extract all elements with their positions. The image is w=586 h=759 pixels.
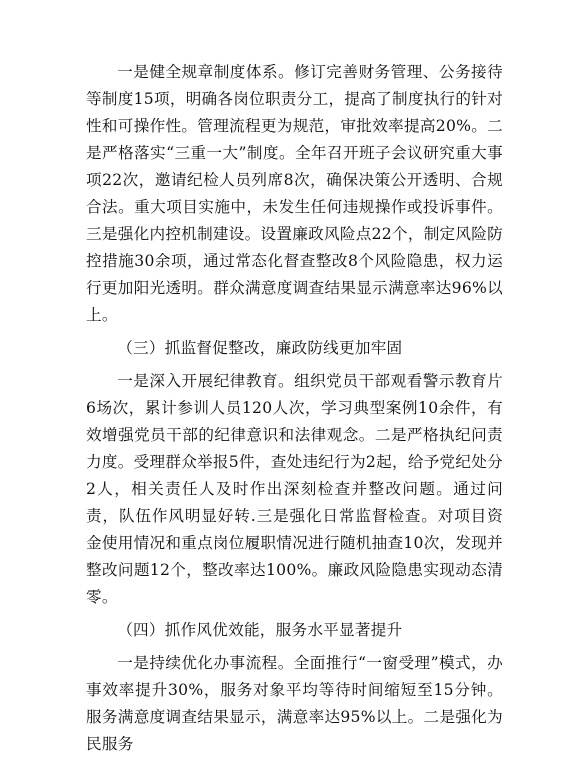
body-paragraph: 一是深入开展纪律教育。组织党员干部观看警示教育片6场次，累计参训人员120人次，学习典型案例10余件，有效增强党员干部的纪律意识和法律观念。二是严格执纪问责力度。受理群众举报5件，查处违纪行为2起，给予党纪处分2人，相关责任人及时作出深刻检查并整改问题。通过问责，队伍作风明显好转.三是强化日常监督检查。对项目资金使用情况和重点岗位履职情况进行随机抽查10次，发现并整改问题12个，整改率达100%。廉政风险隐患实现动态清零。 [86, 372, 503, 606]
body-paragraph: 一是健全规章制度体系。修订完善财务管理、公务接待等制度15项，明确各岗位职责分工，提高了制度执行的针对性和可操作性。管理流程更为规范，审批效率提高20%。二是严格落实“三重一大”制度。全年召开班子会议研究重大事项22次，邀请纪检人员列席8次，确保决策公开透明、合规合法。重大项目实施中，未发生任何违规操作或投诉事件。三是强化内控机制建设。设置廉政风险点22个，制定风险防控措施30余项，通过常态化督查整改8个风险隐患，权力运行更加阳光透明。群众满意度调查结果显示满意率达96%以上。 [86, 63, 503, 324]
section-heading: （三）抓监督促整改，廉政防线更加牢固 [117, 339, 403, 357]
section-heading: （四）抓作风优效能，服务水平显著提升 [117, 621, 403, 639]
body-paragraph: 一是持续优化办事流程。全面推行“一窗受理”模式，办事效率提升30%，服务对象平均等待时间缩短至15分钟。服务满意度调查结果显示，满意率达95%以上。二是强化为民服务 [86, 654, 503, 753]
